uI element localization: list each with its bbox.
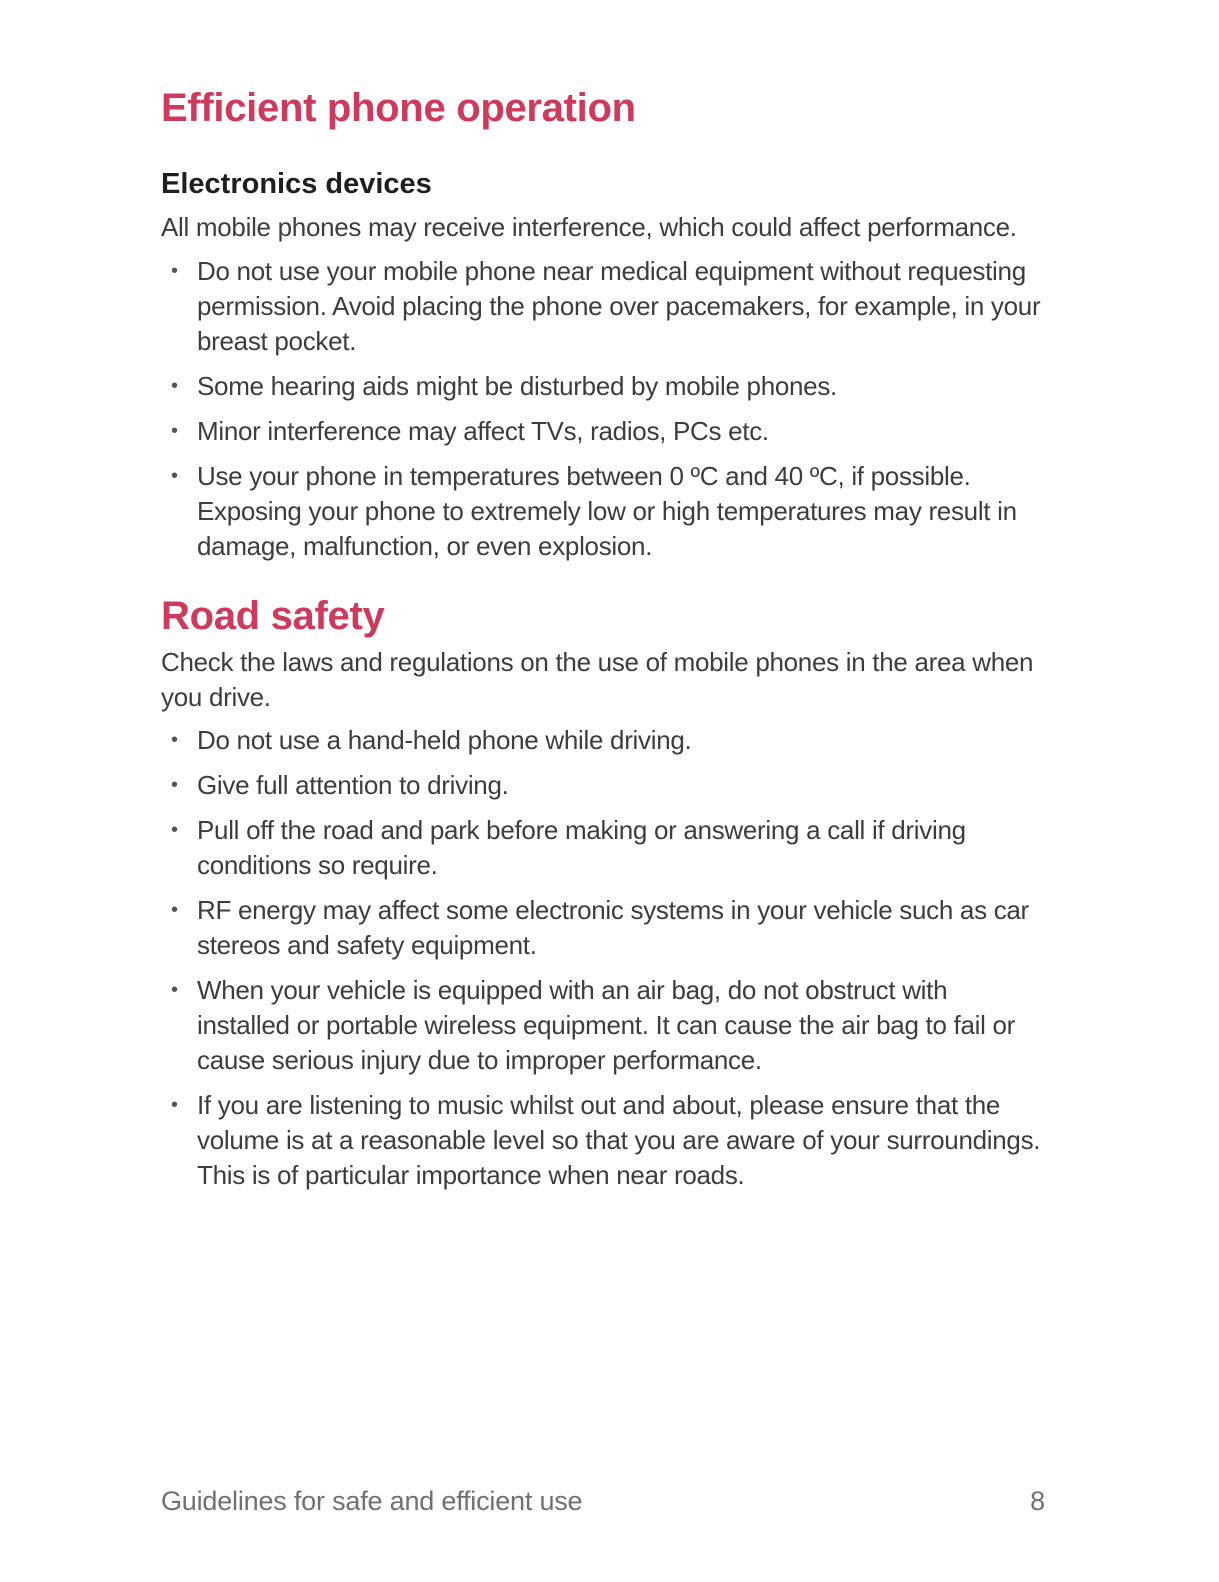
paragraph-intro-road-safety: Check the laws and regulations on the use of mobile phones in the area when you drive. [161,647,1034,712]
list-item-text: Pull off the road and park before making or answering a call if driving conditions so require. [197,815,966,880]
bullet-icon: • [171,1094,178,1116]
list-item-text: Give full attention to driving. [197,770,509,800]
bullet-icon: • [171,899,178,921]
page-number: 8 [1030,1486,1045,1516]
bullet-icon: • [171,420,178,442]
list-item-text: Minor interference may affect TVs, radios, PCs etc. [197,416,769,446]
list-item [161,813,1045,883]
footer-title: Guidelines for safe and efficient use [161,1486,583,1516]
paragraph-intro-electronics: All mobile phones may receive interference, which could affect performance. [161,212,1017,242]
list-item [161,768,1045,803]
list-item-text: Do not use your mobile phone near medical equipment without requesting permission. Avoid placing the phone over pacemakers, for example, in your breast pocket. [197,256,1041,356]
list-item [161,254,1045,359]
bullet-icon: • [171,465,178,487]
list-item [161,369,1045,404]
bullet-list-electronics [161,254,1045,574]
bullet-icon: • [171,729,178,751]
bullet-icon: • [171,819,178,841]
bullet-icon: • [171,774,178,796]
list-item-text: Do not use a hand-held phone while driving. [197,725,692,755]
list-item [161,893,1045,963]
list-item-text: If you are listening to music whilst out and about, please ensure that the volume is at a reasonable level so that you are aware of your surroundings. This is of particular importance when near roads. [197,1090,1041,1190]
list-item-text: RF energy may affect some electronic systems in your vehicle such as car stereos and safety equipment. [197,895,1029,960]
section-title-efficient-phone-operation: Efficient phone operation [161,86,636,130]
list-item-text: When your vehicle is equipped with an air bag, do not obstruct with installed or portable wireless equipment. It can cause the air bag to fail or cause serious injury due to improper performance. [197,975,1016,1075]
list-item [161,723,1045,758]
page-footer [161,1486,1045,1522]
bullet-list-road-safety [161,723,1045,1203]
section-title-road-safety: Road safety [161,594,385,638]
bullet-icon: • [171,260,178,282]
subheading-electronics-devices: Electronics devices [161,168,432,200]
list-item [161,459,1045,564]
bullet-icon: • [171,979,178,1001]
list-item [161,414,1045,449]
list-item [161,1088,1045,1193]
list-item [161,973,1045,1078]
list-item-text: Some hearing aids might be disturbed by mobile phones. [197,371,837,401]
bullet-icon: • [171,375,178,397]
list-item-text: Use your phone in temperatures between 0 ºC and 40 ºC, if possible. Exposing your phone to extremely low or high temperatures may result in damage, malfunction, or even explosion. [197,461,1017,561]
